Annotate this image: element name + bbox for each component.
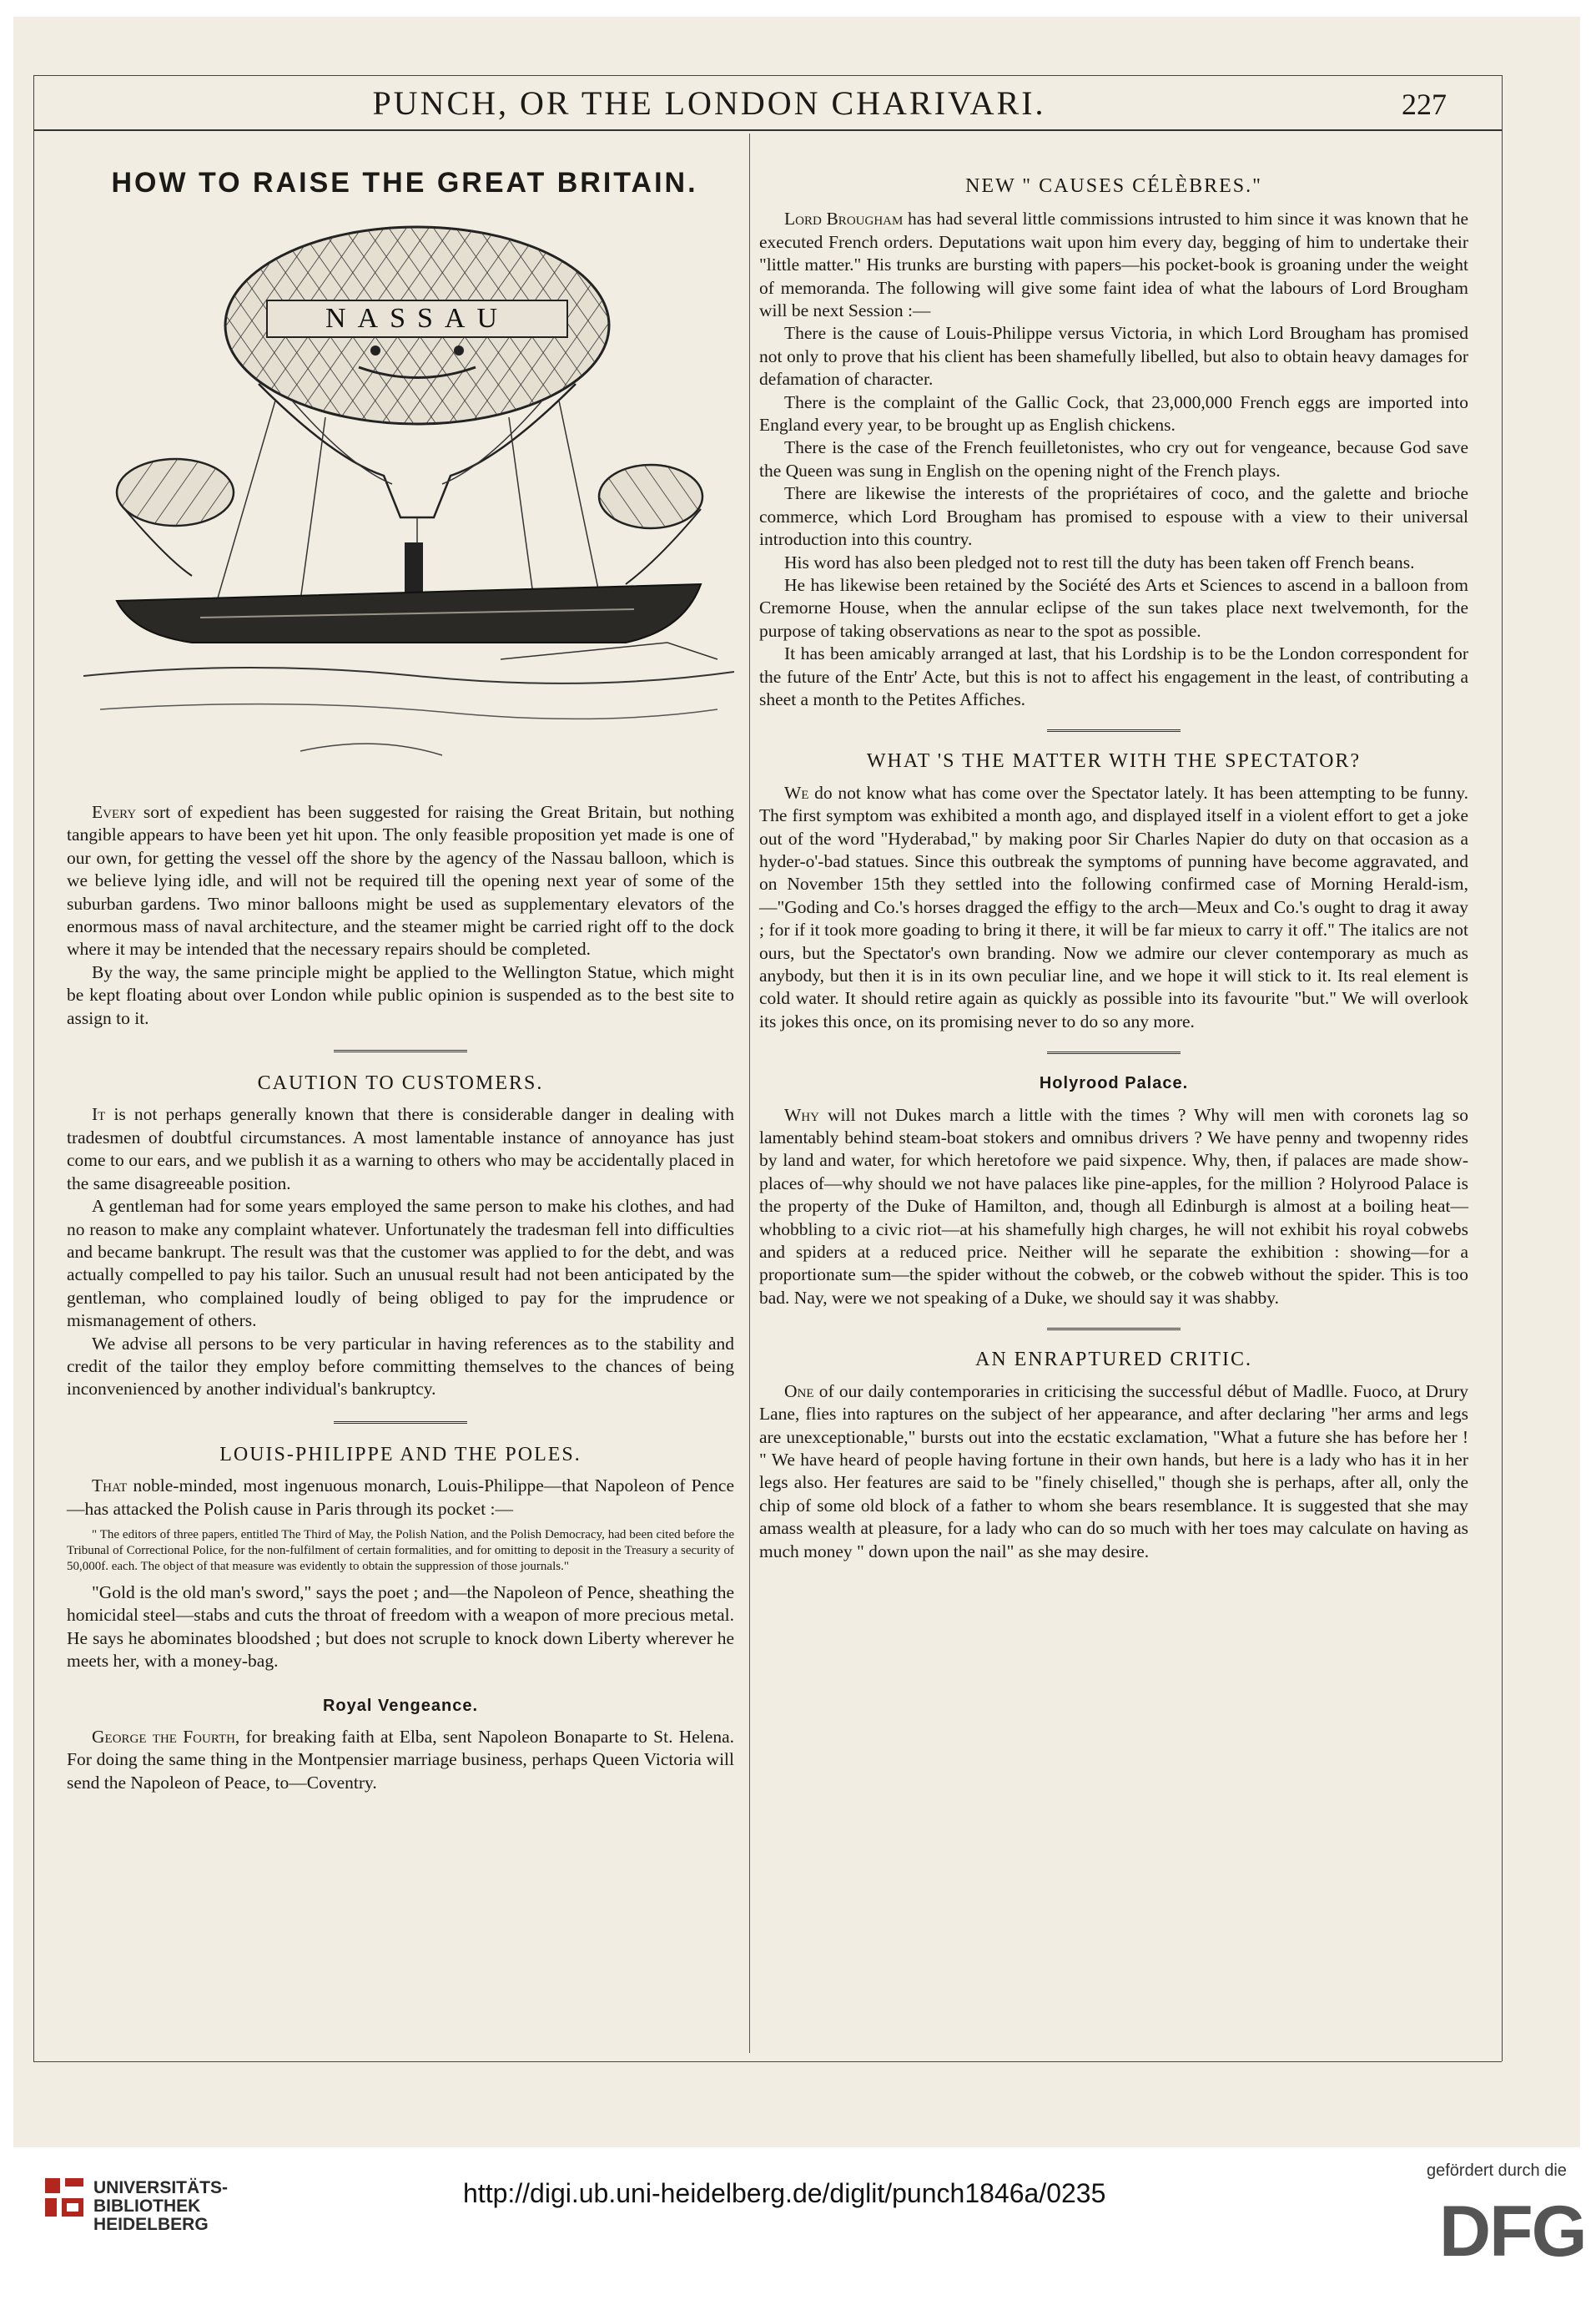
article-paragraph: It is not perhaps generally known that there is considerable danger in dealing with tradesmen of doubtful circumstances. A most lamentable instance of annoyance has just come to our ears, and we publish it as a warning to others who may be accidentally placed in the same disagreeable position. [67,1104,734,1193]
article-paragraph: Why will not Dukes march a little with the times ? Why will men with coronets lag so lamentably behind steam-boat stokers and omnibus drivers ? We have penny and twopenny rides by land and water, for which heretofore we paid sixpence. Why, then, if palaces are made show-places of—why should we not have palaces like pine-apples, for the million ? Holyrood Palace is the property of the Duke of Hamilton, and, though all Edinburgh is almost at a boiling heat—whobbling to a civic riot—at his shamefully high charges, he will not exhibit his royal cobwebs and spiders at a reduced price. Neither will he separate the exhibition : showing—for a proportionate sum—the spider without the cobweb, or the cobweb without the spider. This is too bad. Nay, were we not speaking of a Duke, we should say it was shabby. [759,1104,1468,1308]
section-title-critic: AN ENRAPTURED CRITIC. [974,1349,1252,1371]
balloon-lettering: NASSAU [325,303,510,334]
section-title-caution: CAUTION TO CUSTOMERS. [257,1072,544,1095]
frame-rule-left [33,75,34,2061]
header-rule [33,129,1502,131]
running-title: PUNCH, OR THE LONDON CHARIVARI. [372,84,1046,122]
section-title-spectator: WHAT 'S THE MATTER WITH THE SPECTATOR? [866,750,1362,773]
frame-rule-right [1502,75,1503,2061]
frame-rule-top [33,75,1502,76]
article-paragraph: There are likewise the interests of the propriétaires of coco, and the galette and brioche commerce, which Lord Brougham has promised to espouse with a view to their universal introduction into this country. [759,483,1468,550]
article-paragraph: That noble-minded, most ingenuous monarch, Louis-Philippe—that Napoleon of Pence—has attacked the Polish cause in Paris through its pocket :— [67,1475,734,1519]
column-divider [749,134,750,2053]
article-paragraph: A gentleman had for some years employed the same person to make his clothes, and had no reason to make any complaint whatever. Unfortunately the tradesman fell into difficulties and became bankrupt. The result was that the customer was applied to for the debt, and was actually compelled to pay his tailor. Such an unusual result had not been anticipated by the gentleman, who complained loudly of being obliged to pay for the imprudence or mismanagement of others. [67,1196,734,1331]
article-paragraph: George the Fourth, for breaking faith at Elba, sent Napoleon Bonaparte to St. Helena. For doing the same thing in the Montpensier marriage business, perhaps Queen Victoria will send the Napoleon of Peace, to—Coventry. [67,1727,734,1793]
section-title-poles: LOUIS-PHILIPPE AND THE POLES. [219,1443,582,1465]
article-paragraph: Every sort of expedient has been suggested for raising the Great Britain, but nothing tangible appears to have been yet hit upon. The only feasible proposition yet made is one of our own, for getting the vessel off the shore by the agency of the Nassau balloon, which is we believe lying idle, and will not be required till the opening next year of some of the suburban gardens. Two minor balloons might be used as supplementary elevators of the enormous mass of naval architecture, and the steamer might be carried right off to the dock where it may be intended that the necessary repairs should be completed. [67,802,734,960]
article-paragraph: It has been amicably arranged at last, that his Lordship is to be the London correspondent for the future of the Entr' Acte, but this is not to affect his engagement in the least, of contributing a sheet a month to the Petites Affiches. [759,643,1468,709]
balloon-cartoon-illustration [83,209,734,793]
cartoon-title: HOW TO RAISE THE GREAT BRITAIN. [111,167,698,199]
university-library-logo-icon [42,2175,87,2220]
article-paragraph: He has likewise been retained by the Société des Arts et Sciences to ascend in a balloon from Cremorne House, when the annular eclipse of the sun takes place next twelvemonth, for the purpose of taking observations as near to the spot as possible. [759,574,1468,641]
sponsor-label: gefördert durch die [1427,2161,1567,2180]
dfg-logo: DFG [1439,2192,1586,2272]
article-paragraph: We do not know what has come over the Spectator lately. It has been attempting to be funny. The first symptom was exhibited a month ago, and displayed itself in a violent effort to get a joke out of the word "Hyderabad," by making poor Sir Charles Napier do duty on that occasion as a hyder-o'-bad statues. Since this outbreak the symptoms of punning have become aggravated, and on November 15th they settled into the following confirmed case of Morning Herald-ism, —"Goding and Co.'s horses dragged the effigy to the arch—Meux and Co.'s ought to drag it away ; for if it took more goading to bring it there, it will be far mieux to carry it off." The italics are not ours, but the Spectator's own branding. Now we admire our clever contemporary as much as anybody, but then it is in its own peculiar line, and we hope it will stick to it. Its real element is cold water. It should retire again as quickly as possible into its favourite "but." We will overlook its jokes this once, on its promising never to do so any more. [759,782,1468,1031]
frame-rule-bottom [33,2061,1502,2062]
section-rule [334,1421,467,1424]
article-paragraph: There is the complaint of the Gallic Cock, that 23,000,000 French eggs are imported into England every year, to be brought up as English chickens. [759,391,1468,436]
article-paragraph: By the way, the same principle might be applied to the Wellington Statue, which might be kept floating about over London while public opinion is suspended as to the best site to assign to it. [67,961,734,1028]
article-paragraph: We advise all persons to be very particular in having references as to the stability and credit of the tailor they employ before committing themselves to the chances of being inconvenienced by another individual's bankruptcy. [67,1333,734,1400]
section-rule [334,1050,467,1052]
article-paragraph: "Gold is the old man's sword," says the poet ; and—the Napoleon of Pence, sheathing the homicidal steel—stabs and cuts the throat of freedom with a weapon of more precious metal. He says he abominates bloodshed ; but does not scruple to knock down Liberty wherever he meets her, with a money-bag. [67,1581,734,1672]
section-title-causes: NEW " CAUSES CÉLÈBRES." [965,175,1262,197]
left-column [67,801,734,1794]
source-url-link[interactable]: http://digi.ub.uni-heidelberg.de/diglit/punch1846a/0235 [463,2178,1106,2208]
article-paragraph: There is the cause of Louis-Philippe versus Victoria, in which Lord Brougham has promised not only to prove that his client has been shamefully libelled, but also to obtain heavy damages for defamation of character. [759,323,1468,390]
article-paragraph: Lord Brougham has had several little commissions intrusted to him since it was known that he executed French orders. Deputations wait upon him every day, begging of him to undertake their "little matter." His trunks are bursting with papers—his pocket-book is groaning under the weight of memoranda. The following will give some faint idea of what the labours of Lord Brougham will be next Session :— [759,209,1468,321]
section-rule [1047,1052,1181,1054]
section-title-royal: Royal Vengeance. [322,1696,479,1715]
section-rule [1047,729,1181,732]
library-name: UNIVERSITÄTS- BIBLIOTHEK HEIDELBERG [93,2178,229,2234]
page-number: 227 [1402,88,1447,121]
article-paragraph: There is the case of the French feuilletonistes, who cry out for vengeance, because God save the Queen was sung in English on the opening night of the French plays. [759,437,1468,481]
quoted-footnote: " The editors of three papers, entitled The Third of May, the Polish Nation, and the Polish Democracy, had been cited before the Tribunal of Correctional Police, for the non-fulfilment of certain formalities, and for omitting to deposit in the Treasury a security of 50,000f. each. The object of that measure was evidently to obtain the suppression of those journals." [67,1527,734,1573]
section-rule [1047,1328,1181,1330]
article-paragraph: One of our daily contemporaries in criticising the successful début of Madlle. Fuoco, at Drury Lane, flies into raptures on the subject of her appearance, and after declaring "her arms and legs are unexceptionable," bursts out into the ecstatic exclamation, "What a future she has before her ! " We have heard of people having fortune in their own hands, but here is a lady who has it in her legs also. Her features are said to be "finely chiselled," though she is perhaps, after all, only the chip of some old block of a father to whom she bears resemblance. It is suggested that she may amass wealth at pleasure, for a lady who can do so much with her toes may calculate on having as much money " down upon the nail" as she may desire. [759,1380,1468,1561]
right-column [759,175,1468,1563]
section-title-holyrood: Holyrood Palace. [1039,1074,1189,1093]
article-paragraph: His word has also been pledged not to rest till the duty has been taken off French beans. [784,552,1415,572]
